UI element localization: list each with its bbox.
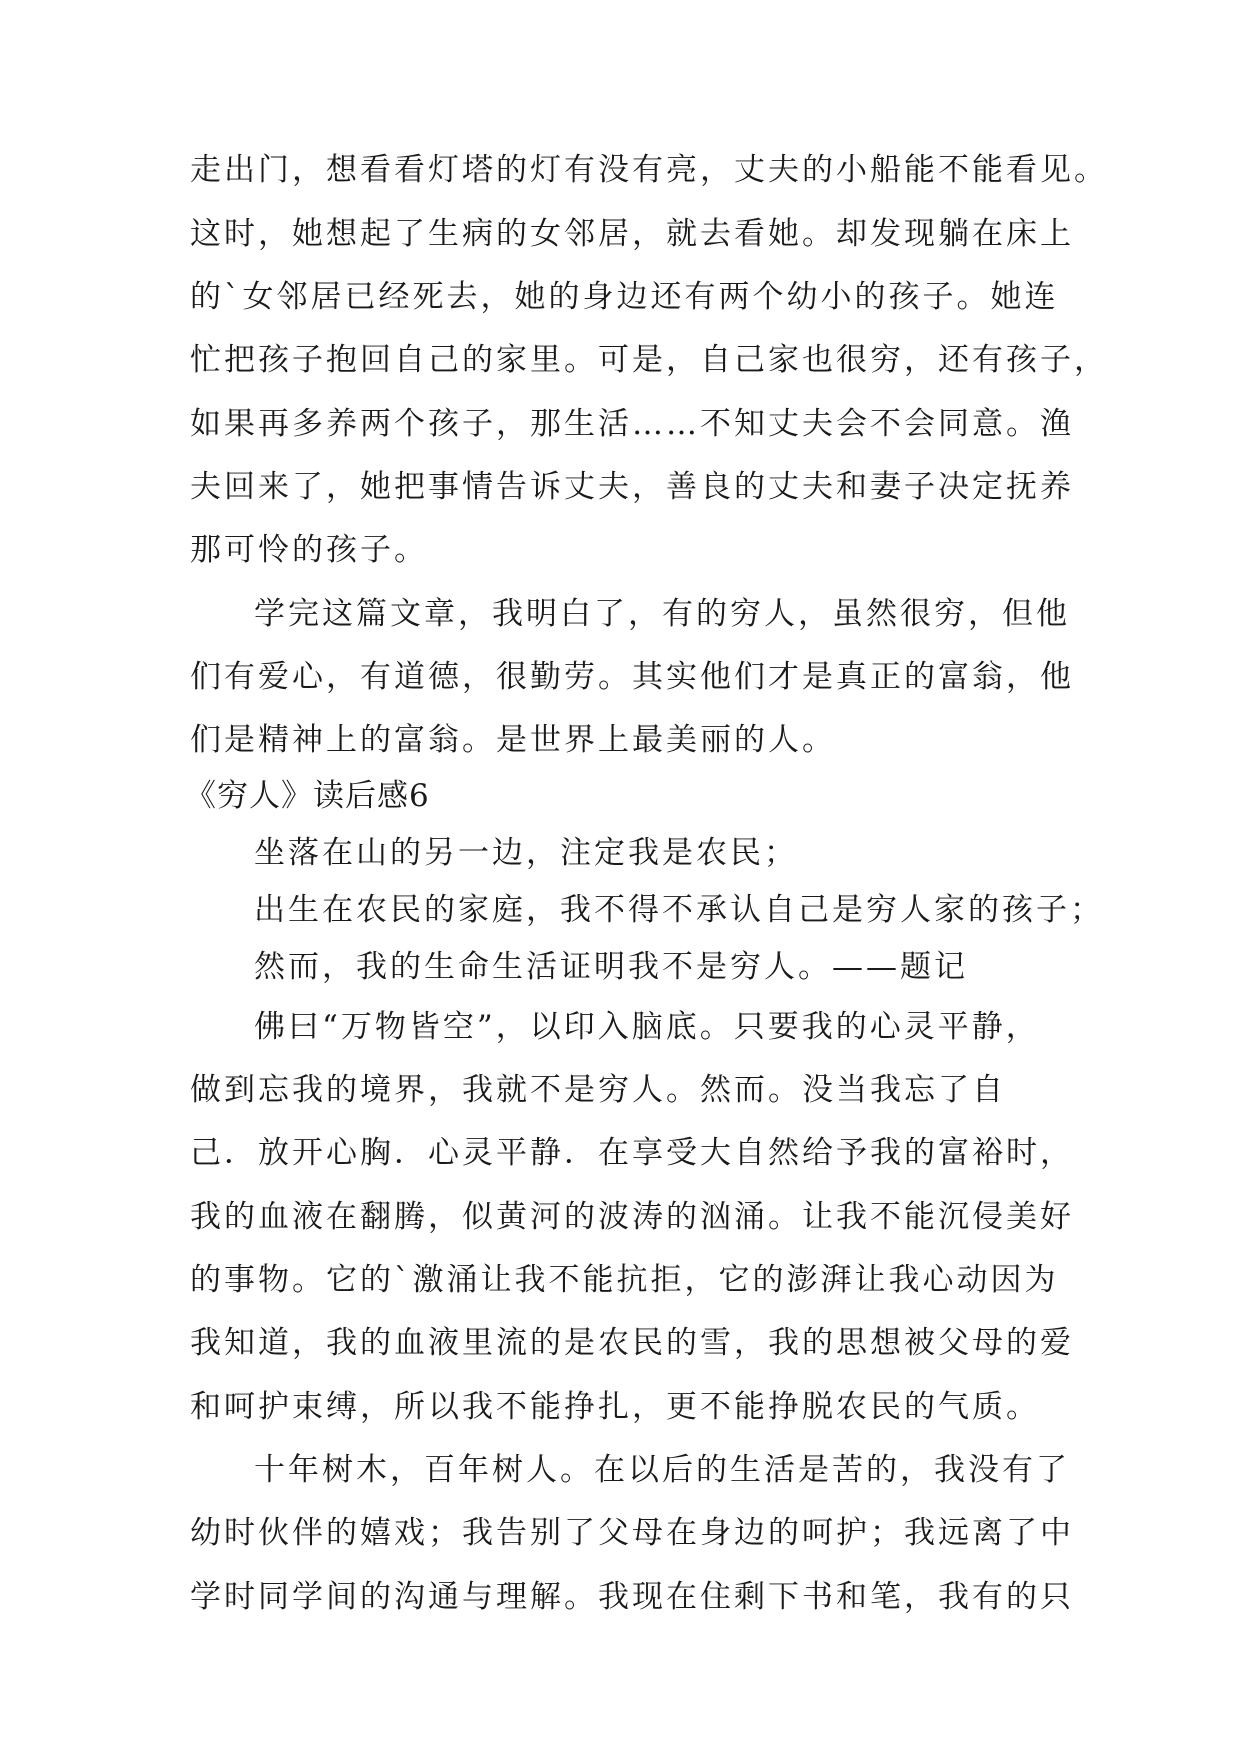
paragraph-3-line-2: 做到忘我的境界，我就不是穷人。然而。没当我忘了自 bbox=[190, 1072, 1006, 1108]
paragraph-1-line-5: 如果再多养两个孩子，那生活……不知丈夫会不会同意。渔 bbox=[190, 406, 1074, 442]
poem-line-1: 坐落在山的另一边，注定我是农民； bbox=[254, 835, 798, 871]
poem-line-3: 然而，我的生命生活证明我不是穷人。——题记 bbox=[254, 949, 968, 985]
paragraph-2-line-3: 们是精神上的富翁。是世界上最美丽的人。 bbox=[190, 722, 836, 758]
paragraph-3-line-4: 我的血液在翻腾，似黄河的波涛的汹涌。让我不能沉侵美好 bbox=[190, 1199, 1074, 1235]
paragraph-1-line-3: 的`女邻居已经死去，她的身边还有两个幼小的孩子。她连 bbox=[190, 279, 1059, 315]
paragraph-3-line-7: 和呵护束缚，所以我不能挣扎，更不能挣脱农民的气质。 bbox=[190, 1389, 1040, 1425]
paragraph-1-line-4: 忙把孩子抱回自己的家里。可是，自己家也很穷，还有孩子， bbox=[190, 342, 1108, 378]
paragraph-4-line-3: 学时同学间的沟通与理解。我现在住剩下书和笔，我有的只 bbox=[190, 1579, 1074, 1615]
paragraph-1-line-1: 走出门，想看看灯塔的灯有没有亮，丈夫的小船能不能看见。 bbox=[190, 152, 1108, 188]
paragraph-4-line-2: 幼时伙伴的嬉戏；我告别了父母在身边的呵护；我远离了中 bbox=[190, 1515, 1074, 1551]
poem-line-2: 出生在农民的家庭，我不得不承认自己是穷人家的孩子； bbox=[254, 892, 1104, 928]
paragraph-3-line-6: 我知道，我的血液里流的是农民的雪，我的思想被父母的爱 bbox=[190, 1325, 1074, 1361]
section-heading: 《穷人》读后感6 bbox=[185, 778, 430, 814]
paragraph-1-line-6: 夫回来了，她把事情告诉丈夫，善良的丈夫和妻子决定抚养 bbox=[190, 469, 1074, 505]
paragraph-1-line-7: 那可怜的孩子。 bbox=[190, 532, 428, 568]
paragraph-4-line-1: 十年树木，百年树人。在以后的生活是苦的，我没有了 bbox=[254, 1452, 1070, 1488]
paragraph-3-line-3: 己．放开心胸．心灵平静．在享受大自然给予我的富裕时， bbox=[190, 1135, 1074, 1171]
paragraph-1-line-2: 这时，她想起了生病的女邻居，就去看她。却发现躺在床上 bbox=[190, 216, 1074, 252]
paragraph-2-line-2: 们有爱心，有道德，很勤劳。其实他们才是真正的富翁，他 bbox=[190, 659, 1074, 695]
paragraph-3-line-1: 佛曰“万物皆空”，以印入脑底。只要我的心灵平静， bbox=[254, 1009, 1040, 1045]
paragraph-3-line-5: 的事物。它的`激涌让我不能抗拒，它的澎湃让我心动因为 bbox=[190, 1262, 1059, 1298]
paragraph-2-line-1: 学完这篇文章，我明白了，有的穷人，虽然很穷，但他 bbox=[254, 596, 1070, 632]
